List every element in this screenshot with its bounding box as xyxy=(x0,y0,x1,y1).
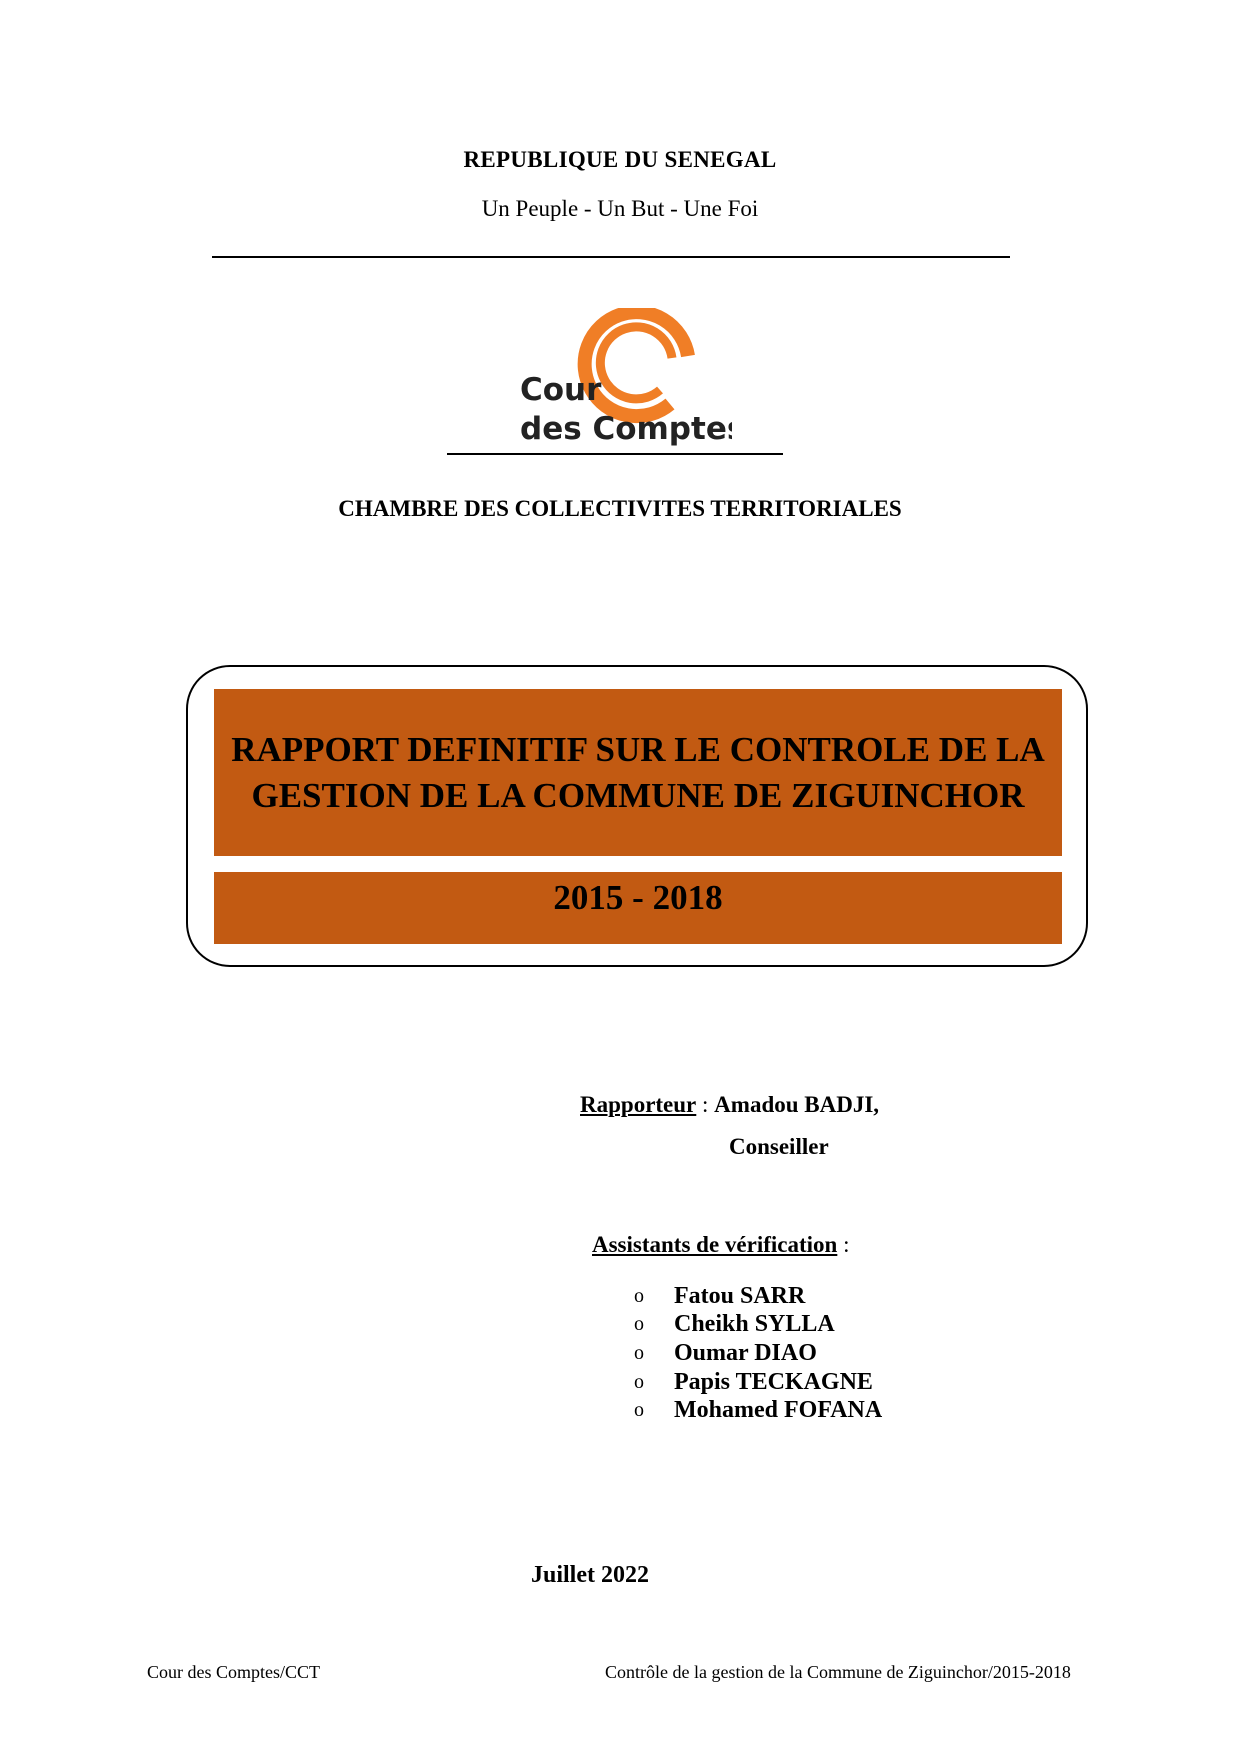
report-period: 2015 - 2018 xyxy=(553,878,723,917)
logo-emblem-icon xyxy=(520,308,732,446)
list-item xyxy=(634,1282,882,1311)
chamber-heading: CHAMBRE DES COLLECTIVITES TERRITORIALES xyxy=(338,496,902,521)
circle-bullet-icon: o xyxy=(634,1313,644,1336)
list-item xyxy=(634,1368,882,1397)
list-item xyxy=(634,1396,882,1425)
report-title-box xyxy=(214,689,1062,856)
report-period-box xyxy=(214,872,1062,944)
circle-bullet-icon: o xyxy=(634,1399,644,1422)
rapporteur-line xyxy=(580,1092,879,1118)
assistant-name: Mohamed FOFANA xyxy=(674,1397,883,1424)
list-item xyxy=(634,1339,882,1368)
list-item xyxy=(634,1311,882,1340)
footer-right: Contrôle de la gestion de la Commune de Ziguinchor/2015-2018 xyxy=(605,1662,1071,1682)
circle-bullet-icon: o xyxy=(634,1341,644,1364)
rapporteur-label: Rapporteur xyxy=(580,1092,697,1117)
assistants-list xyxy=(634,1282,882,1425)
footer-left: Cour des Comptes/CCT xyxy=(147,1662,321,1682)
rapporteur-role: Conseiller xyxy=(729,1134,829,1159)
circle-bullet-icon: o xyxy=(634,1370,644,1393)
circle-bullet-icon: o xyxy=(634,1284,644,1307)
assistants-label: Assistants de vérification xyxy=(592,1232,838,1257)
country-heading: REPUBLIQUE DU SENEGAL xyxy=(463,147,777,172)
header-divider xyxy=(212,256,1010,258)
rapporteur-name: Amadou BADJI, xyxy=(714,1092,880,1117)
assistant-name: Oumar DIAO xyxy=(674,1339,817,1366)
rapporteur-separator: : xyxy=(696,1092,715,1117)
logo-text-line1: Cour xyxy=(520,372,602,408)
report-date: Juillet 2022 xyxy=(531,1562,649,1588)
cour-des-comptes-logo xyxy=(520,308,732,446)
assistant-name: Papis TECKAGNE xyxy=(674,1368,873,1395)
assistant-name: Fatou SARR xyxy=(674,1282,806,1309)
logo-divider xyxy=(447,453,783,455)
logo-text-line2: des Comptes xyxy=(520,411,732,446)
report-title: RAPPORT DEFINITIF SUR LE CONTROLE DE LA GESTION DE LA COMMUNE DE ZIGUINCHOR xyxy=(231,729,1045,815)
national-motto: Un Peuple - Un But - Une Foi xyxy=(481,196,759,221)
assistants-separator: : xyxy=(837,1232,850,1257)
assistant-name: Cheikh SYLLA xyxy=(674,1311,835,1338)
assistants-line xyxy=(592,1232,849,1258)
